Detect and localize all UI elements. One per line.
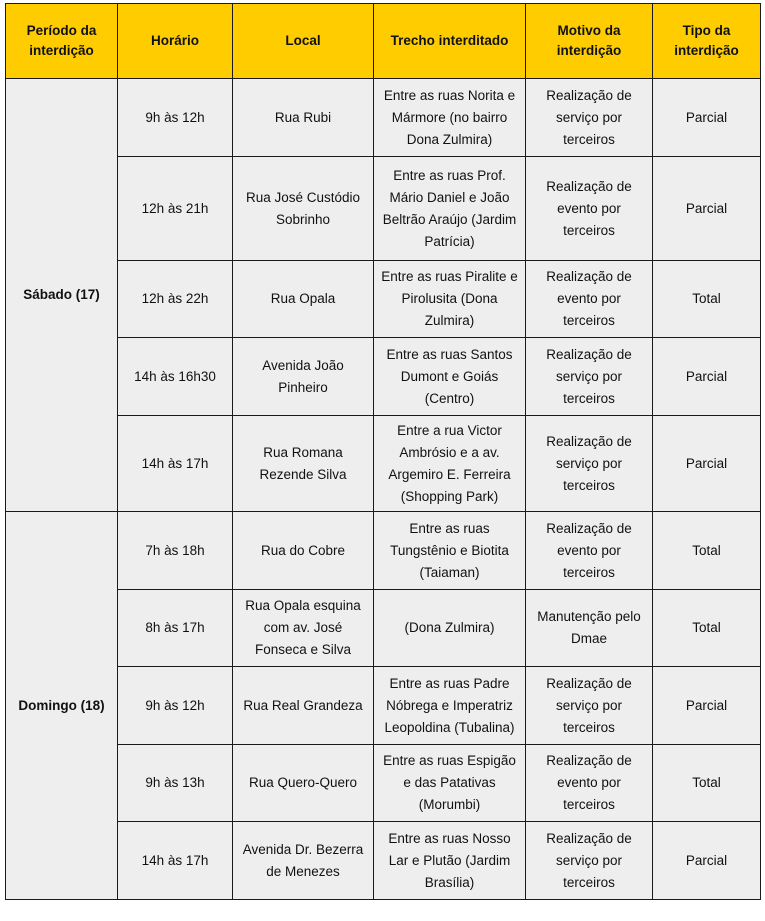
horario-cell: 12h às 21h <box>118 157 233 261</box>
trecho-cell: Entre as ruas Padre Nóbrega e Imperatriz Leopoldina (Tubalina) <box>374 667 526 745</box>
horario-cell: 12h às 22h <box>118 261 233 338</box>
local-cell: Rua do Cobre <box>233 512 374 590</box>
tipo-cell: Parcial <box>653 338 761 416</box>
motivo-cell: Realização de evento por terceiros <box>526 157 653 261</box>
motivo-cell: Realização de evento por terceiros <box>526 261 653 338</box>
table-row <box>6 822 761 900</box>
trecho-cell: Entre as ruas Espigão e das Patativas (Morumbi) <box>374 745 526 822</box>
horario-cell: 9h às 12h <box>118 667 233 745</box>
table-row <box>6 261 761 338</box>
trecho-cell: Entre a rua Victor Ambrósio e a av. Argemiro E. Ferreira (Shopping Park) <box>374 416 526 512</box>
motivo-cell: Manutenção pelo Dmae <box>526 590 653 667</box>
tipo-cell: Parcial <box>653 667 761 745</box>
table-row <box>6 338 761 416</box>
local-cell: Rua Rubi <box>233 79 374 157</box>
motivo-cell: Realização de serviço por terceiros <box>526 79 653 157</box>
table-row <box>6 667 761 745</box>
local-cell: Rua Quero-Quero <box>233 745 374 822</box>
local-cell: Rua Opala esquina com av. José Fonseca e Silva <box>233 590 374 667</box>
motivo-cell: Realização de serviço por terceiros <box>526 338 653 416</box>
header-local: Local <box>233 4 374 79</box>
horario-cell: 14h às 17h <box>118 822 233 900</box>
horario-cell: 14h às 16h30 <box>118 338 233 416</box>
header-motivo: Motivo da interdição <box>526 4 653 79</box>
local-cell: Avenida Dr. Bezerra de Menezes <box>233 822 374 900</box>
horario-cell: 8h às 17h <box>118 590 233 667</box>
motivo-cell: Realização de serviço por terceiros <box>526 416 653 512</box>
tipo-cell: Parcial <box>653 79 761 157</box>
trecho-cell: Entre as ruas Piralite e Pirolusita (Dona Zulmira) <box>374 261 526 338</box>
trecho-cell: Entre as ruas Norita e Mármore (no bairro Dona Zulmira) <box>374 79 526 157</box>
header-tipo: Tipo da interdição <box>653 4 761 79</box>
tipo-cell: Total <box>653 745 761 822</box>
tipo-cell: Parcial <box>653 416 761 512</box>
horario-cell: 7h às 18h <box>118 512 233 590</box>
header-trecho: Trecho interditado <box>374 4 526 79</box>
local-cell: Rua Real Grandeza <box>233 667 374 745</box>
trecho-cell: Entre as ruas Prof. Mário Daniel e João Beltrão Araújo (Jardim Patrícia) <box>374 157 526 261</box>
header-periodo: Período da interdição <box>6 4 118 79</box>
period-cell-sabado: Sábado (17) <box>6 79 118 512</box>
horario-cell: 14h às 17h <box>118 416 233 512</box>
local-cell: Rua José Custódio Sobrinho <box>233 157 374 261</box>
tipo-cell: Total <box>653 261 761 338</box>
local-cell: Rua Opala <box>233 261 374 338</box>
period-cell-domingo: Domingo (18) <box>6 512 118 900</box>
motivo-cell: Realização de serviço por terceiros <box>526 667 653 745</box>
table-row <box>6 590 761 667</box>
tipo-cell: Total <box>653 590 761 667</box>
table-row <box>6 79 761 157</box>
trecho-cell: Entre as ruas Santos Dumont e Goiás (Centro) <box>374 338 526 416</box>
table-row <box>6 416 761 512</box>
horario-cell: 9h às 12h <box>118 79 233 157</box>
header-row <box>6 4 761 79</box>
header-horario: Horário <box>118 4 233 79</box>
interdiction-table <box>5 3 761 900</box>
table-row <box>6 745 761 822</box>
local-cell: Avenida João Pinheiro <box>233 338 374 416</box>
table-row <box>6 512 761 590</box>
trecho-cell: Entre as ruas Nosso Lar e Plutão (Jardim Brasília) <box>374 822 526 900</box>
tipo-cell: Parcial <box>653 157 761 261</box>
tipo-cell: Total <box>653 512 761 590</box>
tipo-cell: Parcial <box>653 822 761 900</box>
interdiction-table-wrapper <box>5 3 761 900</box>
table-row <box>6 157 761 261</box>
local-cell: Rua Romana Rezende Silva <box>233 416 374 512</box>
trecho-cell: (Dona Zulmira) <box>374 590 526 667</box>
horario-cell: 9h às 13h <box>118 745 233 822</box>
motivo-cell: Realização de serviço por terceiros <box>526 822 653 900</box>
motivo-cell: Realização de evento por terceiros <box>526 512 653 590</box>
motivo-cell: Realização de evento por terceiros <box>526 745 653 822</box>
trecho-cell: Entre as ruas Tungstênio e Biotita (Taiaman) <box>374 512 526 590</box>
